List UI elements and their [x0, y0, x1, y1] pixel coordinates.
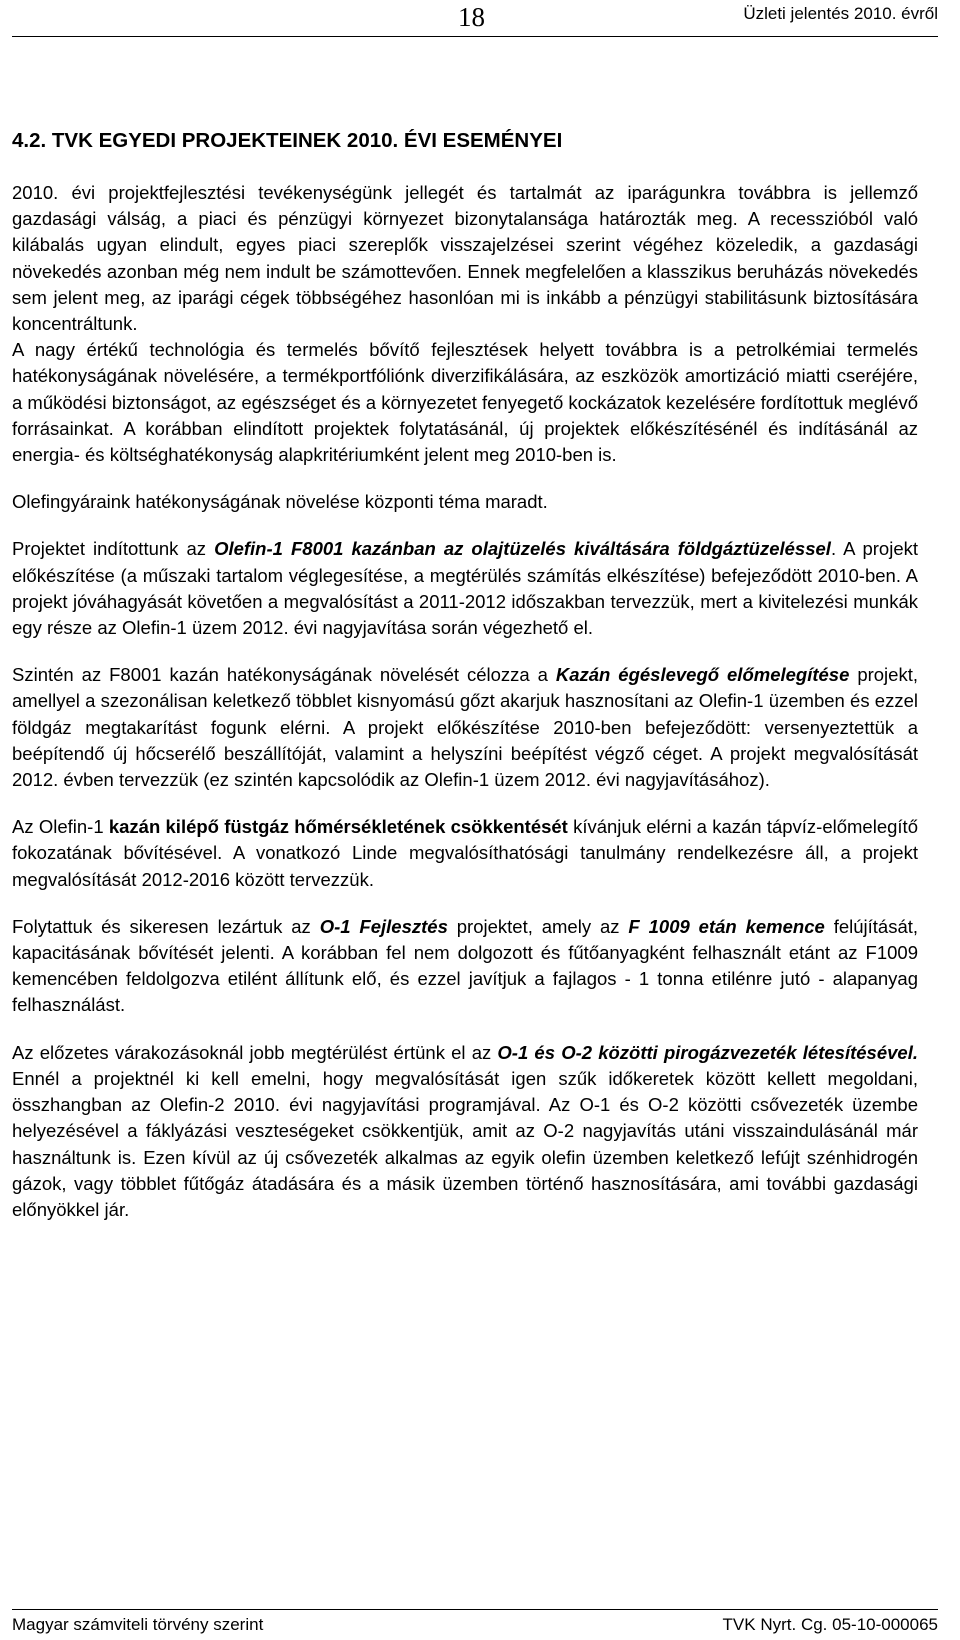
paragraph-7-highlight-1: O-1 Fejlesztés [319, 915, 448, 937]
page-number: 18 [458, 2, 485, 32]
paragraph-2-text: A nagy értékű technológia és termelés bővítő fejlesztések helyett továbbra is a petrolkémiai termelés hatékonyságának növelésére, a termékportfóliónk diverzifikálására, az eszközök amortizáció miatti cseréjére, a működési biztonságot, az egészséget és a környezetet fenyegető kockázatok kezelésére fordítottuk meglévő forrásainkat. A korábban elindított projektek folytatásánál, új projektek előkészítésénél és indításánál az energia- és költséghatékonyság alapkritériumként jelent meg 2010-ben is. [12, 339, 918, 466]
paragraph-8-highlight: O-1 és O-2 közötti pirogázvezeték létesítésével. [497, 1041, 918, 1063]
paragraph-6-text-c: kívánjuk elérni a kazán tápvíz-előmelegítő fokozatának bővítésével. A vonatkozó Linde megvalósíthatósági tanulmány rendelkezésre áll, a projekt megvalósítását 2012-2016 között tervezzük. [12, 816, 918, 890]
paragraph-7-text-e: felújítását, kapacitásának bővítését jelenti. A korábban fel nem dolgozott és fűtőanyagként felhasznált etánt az F1009 kemencében feldolgozva etilént állítunk elő, és ezzel javítjuk a fajlagos - 1 tonna etilénre jutó - alapanyag felhasználást. [12, 915, 919, 1016]
paragraph-5-text-a: Szintén az F8001 kazán hatékonyságának növelését célozza a [12, 664, 556, 686]
footer-left-text: Magyar számviteli törvény szerint [12, 1615, 264, 1634]
paragraph-2 [12, 337, 918, 468]
paragraph-1-text: 2010. évi projektfejlesztési tevékenységünk jellegét és tartalmát az iparágunkra továbbra is jellemző gazdasági válság, a piaci és pénzügyi környezet bizonytalansága határozták meg. A recesszióból való kilábalás ugyan elindult, egyes piaci szereplők visszajelzései szerint végéhez közeledik, a gazdasági növekedés azonban még nem indult be számottevően. Ennek megfelelően a klasszikus beruházás növekedés sem jelent meg, az iparági cégek többségéhez hasonlóan mi is inkább a pénzügyi stabilitásunk biztosítására koncentráltunk. [12, 182, 918, 335]
paragraph-4-highlight: Olefin-1 F8001 kazánban az olajtüzelés kiváltására földgáztüzeléssel [214, 538, 831, 560]
paragraph-6-text-a: Az Olefin-1 [12, 816, 109, 838]
paragraph-3 [12, 489, 918, 515]
paragraph-5-highlight: Kazán égéslevegő előmelegítése [555, 664, 850, 686]
paragraph-7 [12, 914, 918, 1019]
paragraph-6-highlight: kazán kilépő füstgáz hőmérsékletének csökkentését [108, 816, 568, 838]
paragraph-8-text-a: Az előzetes várakozásoknál jobb megtérülést értünk el az [12, 1041, 498, 1063]
header-title: Üzleti jelentés 2010. évről [743, 4, 938, 23]
paragraph-7-text-c: projektet, amely az [447, 915, 629, 937]
paragraph-5 [12, 662, 918, 793]
footer-company-id: TVK Nyrt. Cg. 05-10-000065 [722, 1615, 938, 1634]
page-footer [12, 1609, 938, 1638]
paragraph-8-text-c: Ennél a projektnél ki kell emelni, hogy megvalósítását igen szűk időkeretek között kellett megoldani, összhangban az Olefin-2 2010. évi nagyjavítási programjával. Az O-1 és O-2 közötti csővezeték üzembe helyezésével a fáklyázási veszteségeket csökkentjük, amit az O-2 nagyjavítás utáni visszaindulásánál már használtunk is. Ezen kívül az új csővezeték alkalmas az egyik olefin üzemben keletkező lefújt szénhidrogén gázok, vagy többlet fűtőgáz átadására és a másik üzemben történő hasznosítására, ami további gazdasági előnyökkel jár. [12, 1067, 918, 1220]
paragraph-4-text-c: . A projekt előkészítése (a műszaki tartalom véglegesítése, a megtérülés számítás elkészítése) befejeződött 2010-ben. A projekt jóváhagyását követően a megvalósítást a 2011-2012 időszakban tervezzük, mert a kivitelezési munkák egy része az Olefin-1 üzem 2012. évi nagyjavítása során végezhető el. [12, 538, 918, 639]
page-header [12, 0, 938, 37]
paragraph-3-text: Olefingyáraink hatékonyságának növelése központi téma maradt. [12, 491, 548, 513]
paragraph-4 [12, 536, 918, 641]
paragraph-7-highlight-2: F 1009 etán kemence [628, 915, 825, 937]
paragraph-7-text-a: Folytattuk és sikeresen lezártuk az [12, 915, 320, 937]
paragraph-8 [12, 1040, 918, 1223]
paragraph-1 [12, 180, 918, 337]
paragraph-5-text-c: projekt, amellyel a szezonálisan keletkező többlet kisnyomású gőzt akarjuk hasznosítani az Olefin-1 üzemben és ezzel földgáz megtakarítást fogunk elérni. A projekt előkészítése 2010-ben befejeződött: versenyeztettük a beépítendő új hőcserélő beszállítóját, valamint a helyszíni beépítést végző céget. A projekt megvalósítását 2012. évben tervezzük (ez szintén kapcsolódik az Olefin-1 üzem 2012. évi nagyjavításához). [12, 664, 918, 791]
paragraph-6 [12, 814, 918, 893]
paragraph-4-text-a: Projektet indítottunk az [12, 538, 215, 560]
body-text [12, 180, 918, 1223]
section-heading: 4.2. TVK EGYEDI PROJEKTEINEK 2010. ÉVI ESEMÉNYEI [12, 129, 563, 152]
